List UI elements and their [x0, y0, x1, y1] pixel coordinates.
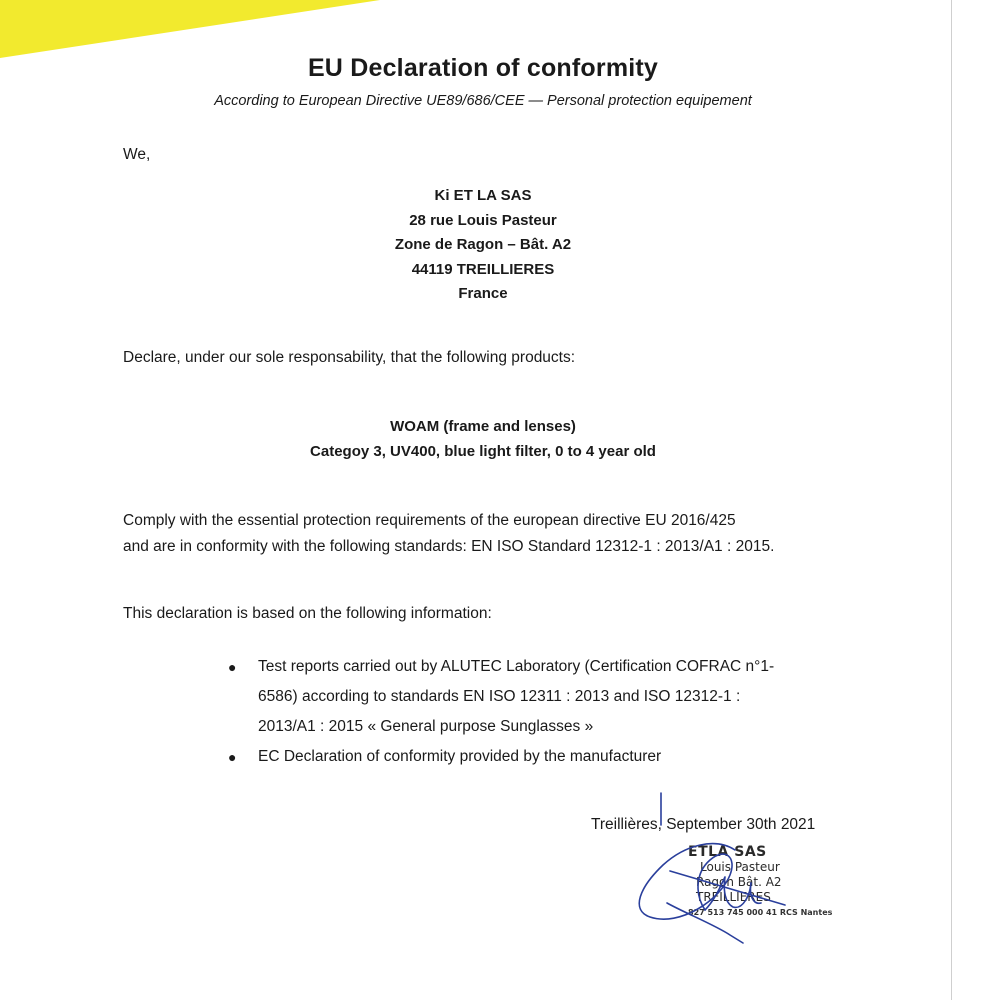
- document-subtitle: According to European Directive UE89/686/CEE — Personal protection equipement: [214, 93, 752, 109]
- company-name: Ki ET LA SAS: [434, 187, 532, 204]
- list-item-line: 2013/A1 : 2015 « General purpose Sunglasses »: [258, 718, 594, 735]
- company-street: 28 rue Louis Pasteur: [409, 211, 557, 229]
- list-item-line: EC Declaration of conformity provided by the manufacturer: [258, 748, 662, 765]
- product-block: [0, 415, 966, 464]
- stamp-zone: Ragon Bât. A2: [696, 875, 782, 889]
- product-details: Categoy 3, UV400, blue light filter, 0 to 4 year old: [310, 442, 656, 460]
- intro-text: We,: [123, 146, 151, 163]
- company-address-block: [0, 184, 966, 307]
- compliance-line-2: and are in conformity with the following standards: EN ISO Standard 12312-1 : 2013/A1 : 2015.: [123, 538, 775, 555]
- document-title: EU Declaration of conformity: [307, 54, 659, 82]
- company-city: 44119 TREILLIERES: [411, 260, 555, 278]
- list-item: [228, 652, 828, 742]
- list-item: [228, 742, 828, 772]
- company-stamp-area: [625, 785, 855, 945]
- bullet-icon: ●: [228, 659, 237, 675]
- yellow-band-shape: [0, 0, 380, 58]
- compliance-line-1: Comply with the essential protection requirements of the european directive EU 2016/425: [123, 512, 736, 529]
- company-zone: Zone de Ragon – Bât. A2: [394, 236, 572, 253]
- right-margin-rule: [951, 0, 952, 1000]
- basis-list: [228, 652, 828, 772]
- stamp-registration: 827 513 745 000 41 RCS Nantes: [688, 908, 833, 917]
- place-date: Treillières, September 30th 2021: [591, 816, 816, 833]
- list-item-line: Test reports carried out by ALUTEC Laboratory (Certification COFRAC n°1-: [258, 658, 775, 675]
- company-country: France: [458, 285, 508, 302]
- stamp-street: Louis Pasteur: [700, 860, 780, 874]
- stamp-company-name: ETLA SAS: [688, 844, 767, 860]
- product-name: WOAM (frame and lenses): [390, 418, 576, 435]
- list-item-line: 6586) according to standards EN ISO 12311 : 2013 and ISO 12312-1 :: [258, 688, 741, 705]
- handwritten-signature: [625, 785, 855, 945]
- yellow-corner-band: [0, 0, 380, 60]
- declaration-text: Declare, under our sole responsability, that the following products:: [123, 349, 576, 366]
- stamp-city: TREILLIERES: [696, 890, 771, 904]
- basis-intro-text: This declaration is based on the following information:: [123, 605, 492, 622]
- bullet-icon: ●: [228, 749, 237, 765]
